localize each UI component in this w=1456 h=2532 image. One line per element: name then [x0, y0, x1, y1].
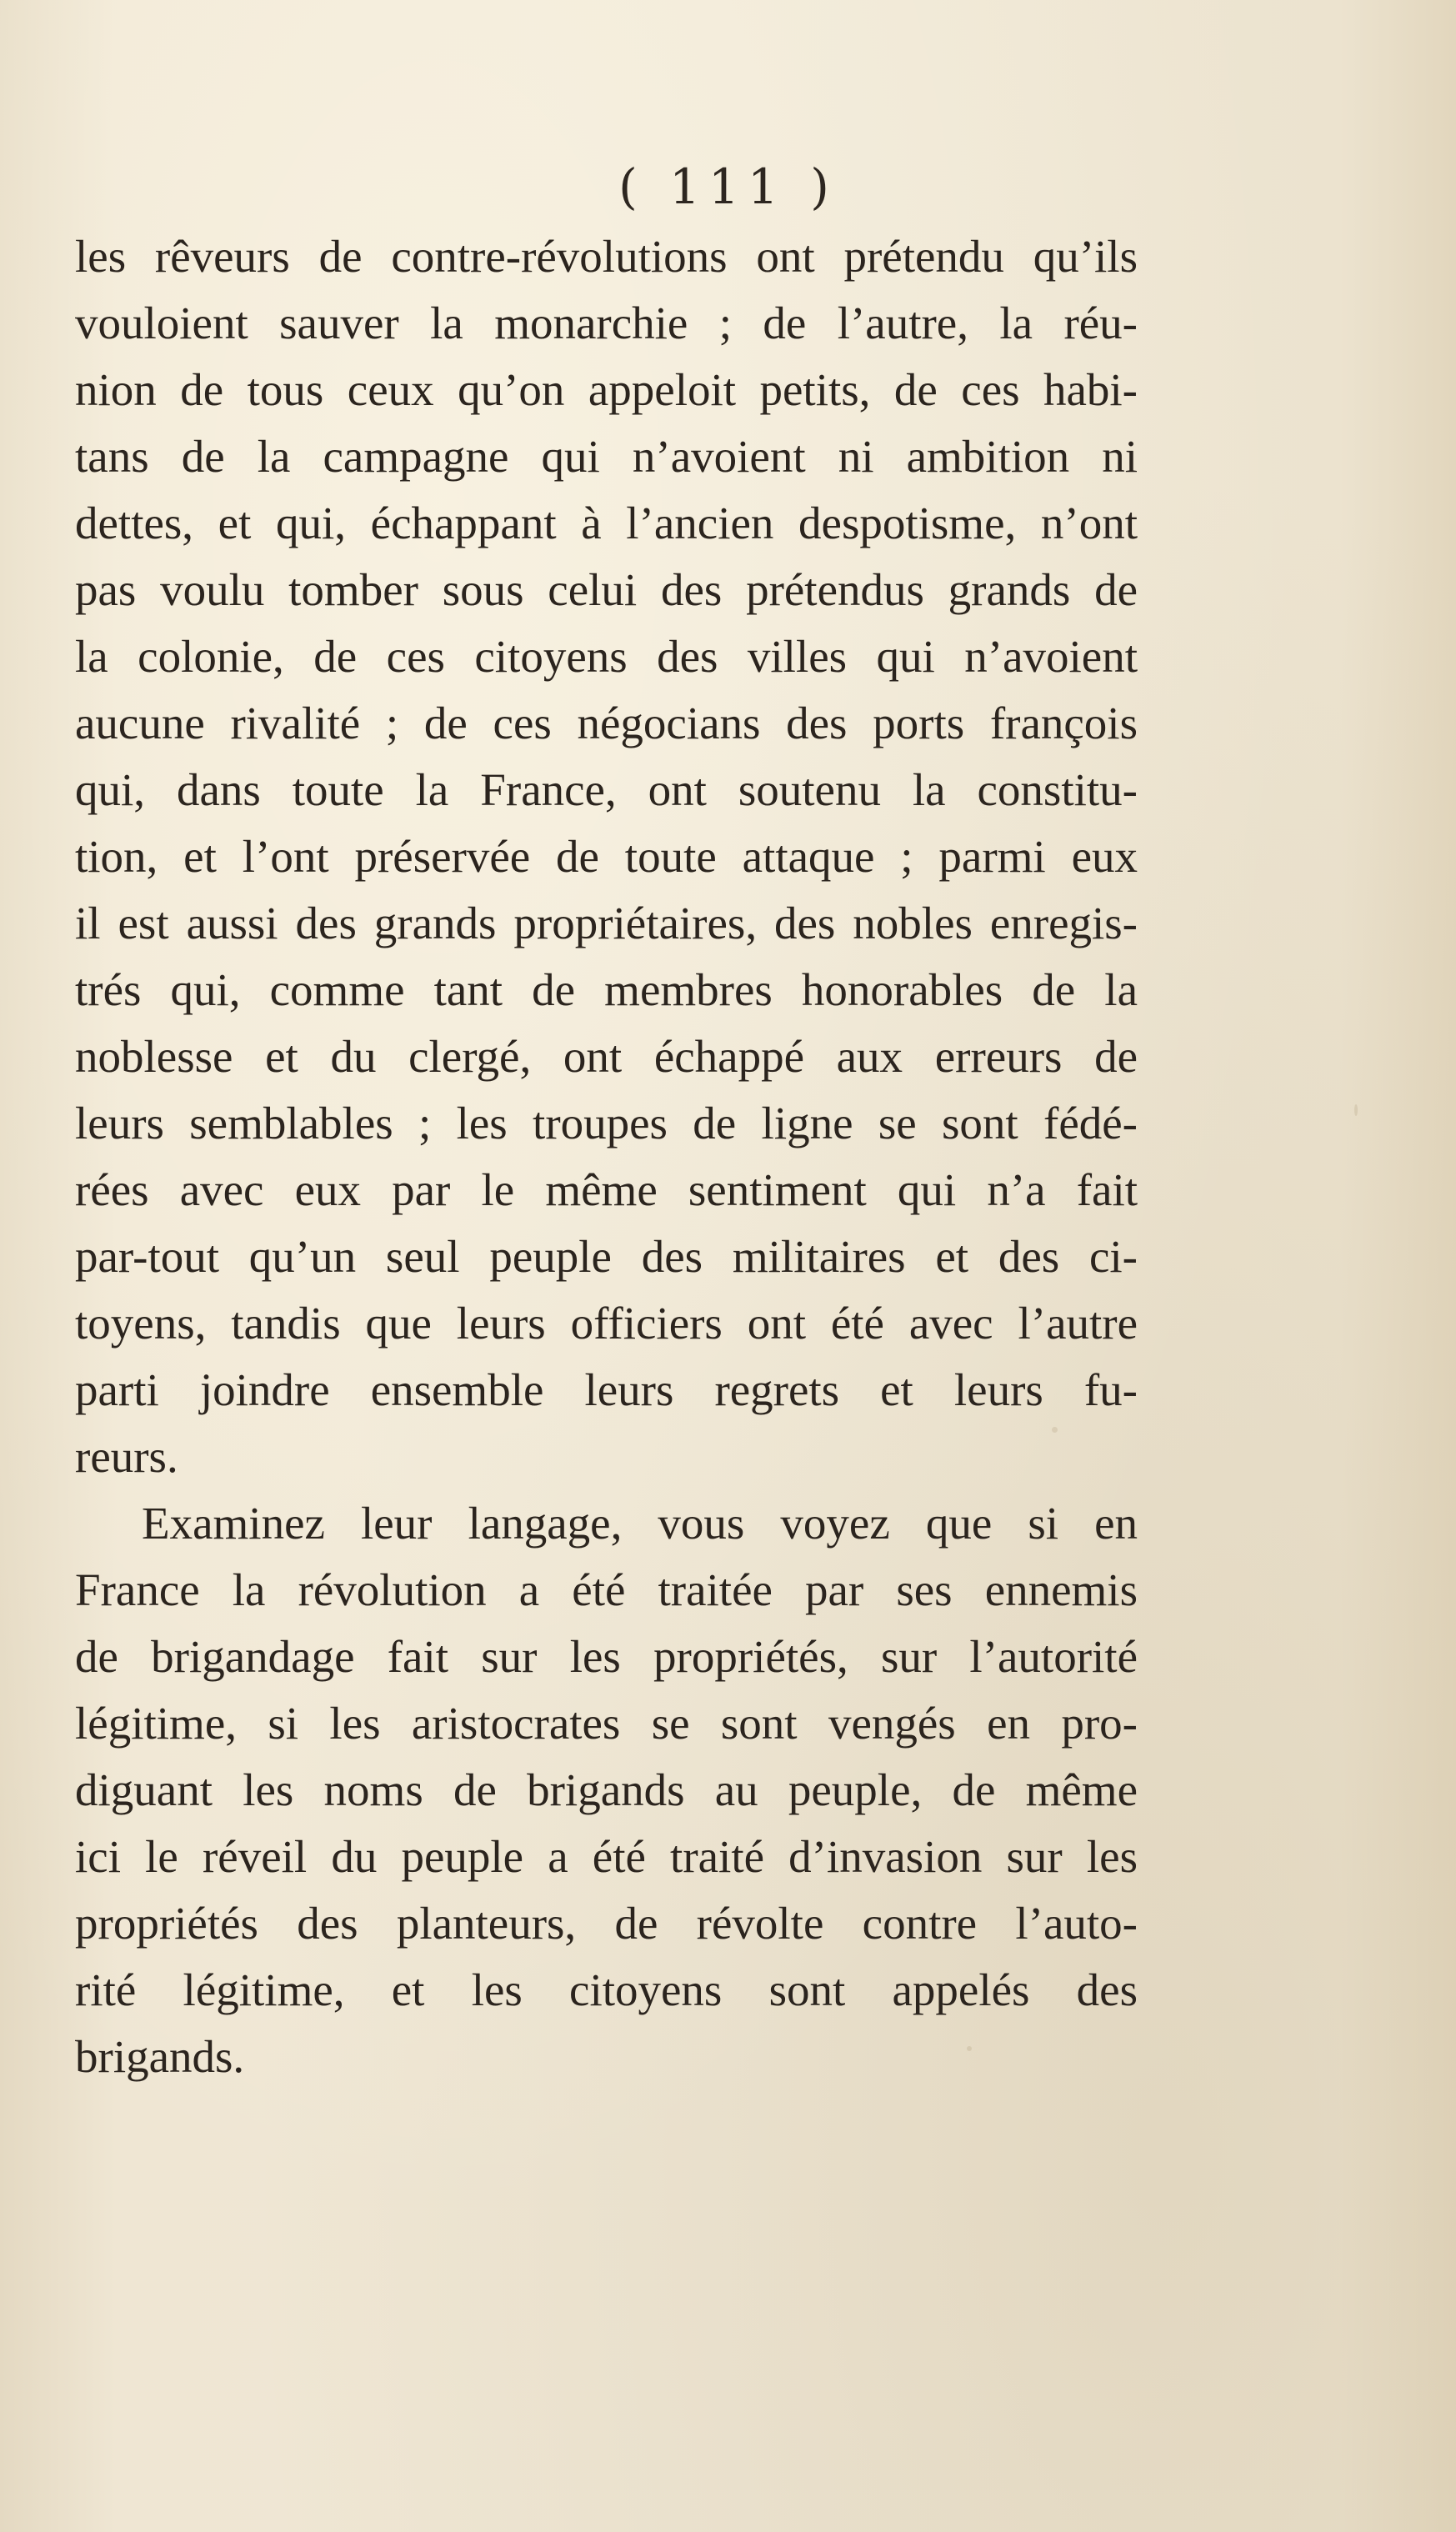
- text-line: noblesse et du clergé, ont échappé aux erreurs de: [75, 1031, 1138, 1082]
- text-line: dettes, et qui, échappant à l’ancien despotisme, n’ont: [75, 498, 1138, 548]
- text-line: par-tout qu’un seul peuple des militaires et des ci-: [75, 1231, 1138, 1282]
- page-number: ( 111 ): [618, 158, 838, 215]
- text-line: aucune rivalité ; de ces négocians des ports françois: [75, 698, 1138, 748]
- text-line: France la révolution a été traitée par ses ennemis: [75, 1564, 1138, 1615]
- text-line: parti joindre ensemble leurs regrets et leurs fu-: [75, 1364, 1138, 1415]
- text-line: qui, dans toute la France, ont soutenu la constitu-: [75, 764, 1138, 815]
- text-line: Examinez leur langage, vous voyez que si en: [142, 1498, 1138, 1549]
- text-line: les rêveurs de contre-révolutions ont prétendu qu’ils: [75, 231, 1138, 282]
- text-line: brigands.: [75, 2031, 245, 2082]
- text-line: nion de tous ceux qu’on appeloit petits, de ces habi-: [75, 364, 1138, 415]
- text-line: rées avec eux par le même sentiment qui n’a fait: [75, 1164, 1138, 1215]
- text-line: toyens, tandis que leurs officiers ont été avec l’autre: [75, 1298, 1138, 1349]
- text-line: reurs.: [75, 1431, 178, 1482]
- text-line: rité légitime, et les citoyens sont appelés des: [75, 1964, 1138, 2015]
- text-line: leurs semblables ; les troupes de ligne se sont fédé-: [75, 1098, 1138, 1148]
- text-line: tans de la campagne qui n’avoient ni ambition ni: [75, 431, 1138, 482]
- text-line: propriétés des planteurs, de révolte contre l’auto-: [75, 1898, 1138, 1949]
- text-line: trés qui, comme tant de membres honorables de la: [75, 964, 1138, 1015]
- text-line: légitime, si les aristocrates se sont vengés en pro-: [75, 1698, 1138, 1749]
- body-text: [75, 223, 1138, 2090]
- text-line: il est aussi des grands propriétaires, des nobles enregis-: [75, 898, 1138, 948]
- text-line: de brigandage fait sur les propriétés, sur l’autorité: [75, 1631, 1138, 1682]
- text-line: tion, et l’ont préservée de toute attaque ; parmi eux: [75, 831, 1138, 882]
- foxing-spot: [1354, 1104, 1358, 1116]
- text-line: la colonie, de ces citoyens des villes qui n’avoient: [75, 631, 1138, 682]
- text-line: pas voulu tomber sous celui des prétendus grands de: [75, 564, 1138, 615]
- text-line: ici le réveil du peuple a été traité d’invasion sur les: [75, 1831, 1138, 1882]
- text-line: vouloient sauver la monarchie ; de l’autre, la réu-: [75, 298, 1138, 348]
- text-line: diguant les noms de brigands au peuple, de même: [75, 1764, 1138, 1815]
